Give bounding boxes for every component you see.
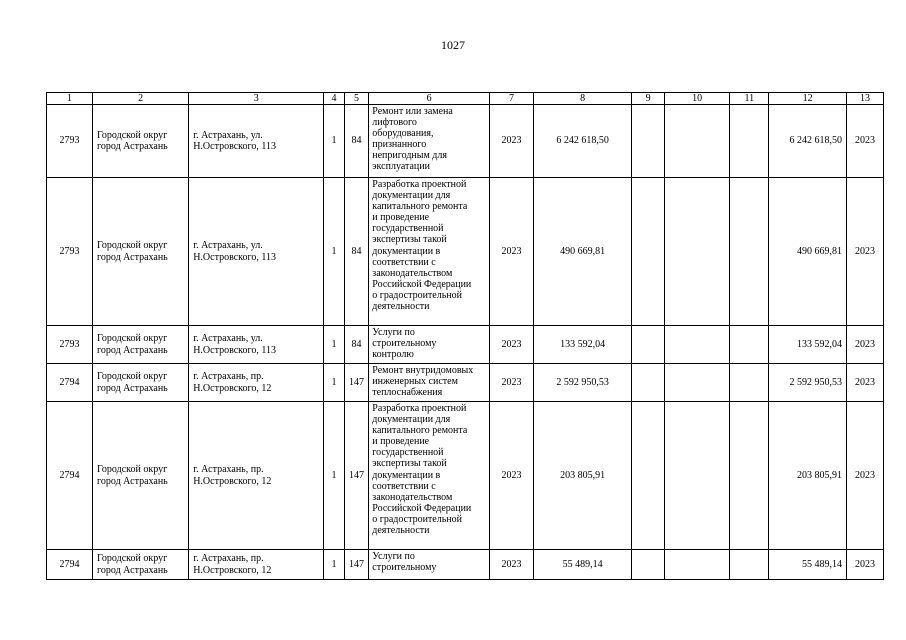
column-number: 11 [730, 93, 769, 105]
address-line: Н.Островского, 113 [193, 344, 277, 356]
total-cost-cell: 203 805,91 [769, 402, 847, 550]
empty-cell [730, 402, 769, 550]
total-cost-cell: 133 592,04 [769, 326, 847, 364]
quantity-cell: 147 [344, 364, 369, 402]
work-type-cell [369, 105, 490, 178]
address-line: г. Астрахань, ул. [193, 129, 263, 141]
municipality-line: Городской округ [97, 129, 168, 141]
address-line: г. Астрахань, пр. [193, 464, 264, 476]
municipality-line: Городской округ [97, 371, 168, 383]
column-number: 3 [189, 93, 324, 105]
work-type-line: документации для [372, 190, 451, 202]
cost-cell: 6 242 618,50 [533, 105, 631, 178]
column-number: 1 [47, 93, 93, 105]
municipality-cell [93, 178, 189, 326]
address-line: г. Астрахань, пр. [193, 553, 264, 565]
quantity-cell: 84 [344, 105, 369, 178]
work-type-line: Услуги по [372, 551, 415, 562]
table-container [46, 92, 884, 640]
work-type-line: инженерных систем [372, 376, 458, 388]
year-cell: 2023 [490, 178, 534, 326]
address-line: Н.Островского, 12 [193, 564, 272, 576]
column-number: 12 [769, 93, 847, 105]
municipality-line: город Астрахань [97, 382, 168, 394]
empty-cell [730, 326, 769, 364]
year-end-cell: 2023 [847, 402, 884, 550]
year-cell: 2023 [490, 364, 534, 402]
count-cell: 1 [324, 178, 344, 326]
empty-cell [632, 105, 665, 178]
work-type-line: документации в [372, 245, 441, 257]
municipality-cell [93, 105, 189, 178]
work-type-line: Разработка проектной [372, 403, 467, 414]
work-type-line: лифтового [372, 117, 417, 129]
work-type-line: контролю [372, 349, 414, 361]
empty-cell [664, 402, 729, 550]
empty-cell [664, 178, 729, 326]
work-type-line: экспертизы такой [372, 234, 447, 246]
table-row [47, 402, 884, 550]
work-type-line: теплоснабжения [372, 387, 443, 399]
row-number: 2793 [47, 326, 93, 364]
cost-cell: 490 669,81 [533, 178, 631, 326]
work-type-line: признанного [372, 139, 427, 151]
column-number: 10 [664, 93, 729, 105]
work-type-line: капитального ремонта [372, 425, 468, 437]
total-cost-cell: 55 489,14 [769, 550, 847, 580]
work-type-line: государственной [372, 223, 444, 235]
work-type-line: документации для [372, 414, 451, 426]
address-line: г. Астрахань, пр. [193, 371, 264, 383]
work-type-line: строительному [372, 338, 437, 350]
empty-cell [632, 178, 665, 326]
count-cell: 1 [324, 550, 344, 580]
year-cell: 2023 [490, 402, 534, 550]
table-row [47, 550, 884, 580]
column-number: 7 [490, 93, 534, 105]
municipality-cell [93, 364, 189, 402]
work-type-line: законодательством [372, 267, 453, 279]
address-line: Н.Островского, 113 [193, 251, 277, 263]
table-row [47, 105, 884, 178]
count-cell: 1 [324, 402, 344, 550]
work-type-line: Российской Федерации [372, 502, 472, 514]
municipality-cell [93, 326, 189, 364]
cost-cell: 203 805,91 [533, 402, 631, 550]
total-cost-cell: 6 242 618,50 [769, 105, 847, 178]
year-end-cell: 2023 [847, 178, 884, 326]
quantity-cell: 147 [344, 402, 369, 550]
municipality-line: город Астрахань [97, 251, 168, 263]
work-type-line: государственной [372, 447, 444, 459]
address-line: Н.Островского, 113 [193, 141, 277, 152]
work-type-line: деятельности [372, 525, 430, 537]
empty-cell [664, 550, 729, 580]
address-cell [189, 178, 324, 326]
work-type-line: строительному [372, 562, 437, 574]
work-type-line: законодательством [372, 491, 453, 503]
empty-cell [632, 364, 665, 402]
row-number: 2794 [47, 402, 93, 550]
row-number: 2794 [47, 364, 93, 402]
address-cell [189, 326, 324, 364]
column-number-row [47, 93, 884, 105]
empty-cell [632, 402, 665, 550]
work-type-line: и проведение [372, 212, 430, 224]
address-cell [189, 402, 324, 550]
work-type-line: экспертизы такой [372, 458, 447, 470]
municipality-line: Городской округ [97, 464, 168, 476]
year-cell: 2023 [490, 105, 534, 178]
work-type-line: о градостроительной [372, 289, 462, 301]
work-type-line: о градостроительной [372, 513, 462, 525]
year-end-cell: 2023 [847, 550, 884, 580]
year-cell: 2023 [490, 326, 534, 364]
address-line: Н.Островского, 12 [193, 382, 272, 394]
column-number: 8 [533, 93, 631, 105]
address-line: г. Астрахань, ул. [193, 333, 263, 345]
table-row [47, 364, 884, 402]
empty-cell [664, 105, 729, 178]
work-type-line: документации в [372, 469, 441, 481]
address-cell [189, 105, 324, 178]
quantity-cell: 84 [344, 326, 369, 364]
work-type-line: непригодным для [372, 150, 447, 162]
municipality-line: Городской округ [97, 240, 168, 252]
total-cost-cell: 490 669,81 [769, 178, 847, 326]
column-number: 5 [344, 93, 369, 105]
municipality-line: Городской округ [97, 553, 168, 565]
empty-cell [730, 178, 769, 326]
quantity-cell: 147 [344, 550, 369, 580]
row-number: 2794 [47, 550, 93, 580]
repair-program-table [46, 92, 884, 580]
work-type-line: соответствии с [372, 256, 436, 268]
year-end-cell: 2023 [847, 105, 884, 178]
year-end-cell: 2023 [847, 326, 884, 364]
municipality-line: город Астрахань [97, 344, 168, 356]
empty-cell [632, 550, 665, 580]
cost-cell: 2 592 950,53 [533, 364, 631, 402]
work-type-line: оборудования, [372, 128, 434, 140]
municipality-line: город Астрахань [97, 141, 168, 152]
work-type-line: Ремонт внутридомовых [372, 365, 474, 376]
column-number: 6 [369, 93, 490, 105]
work-type-line: Услуги по [372, 327, 415, 338]
address-line: Н.Островского, 12 [193, 475, 272, 487]
work-type-line: и проведение [372, 436, 430, 448]
cost-cell: 55 489,14 [533, 550, 631, 580]
work-type-line: деятельности [372, 301, 430, 313]
work-type-line: эксплуатации [372, 161, 430, 173]
count-cell: 1 [324, 364, 344, 402]
empty-cell [730, 364, 769, 402]
municipality-line: город Астрахань [97, 564, 168, 576]
work-type-line: Разработка проектной [372, 179, 467, 190]
column-number: 13 [847, 93, 884, 105]
table-row [47, 326, 884, 364]
work-type-line: Российской Федерации [372, 278, 472, 290]
year-cell: 2023 [490, 550, 534, 580]
municipality-line: город Астрахань [97, 475, 168, 487]
year-end-cell: 2023 [847, 364, 884, 402]
total-cost-cell: 2 592 950,53 [769, 364, 847, 402]
empty-cell [632, 326, 665, 364]
table-body [47, 105, 884, 580]
work-type-line: Ремонт или замена [372, 106, 453, 117]
work-type-line: соответствии с [372, 480, 436, 492]
work-type-cell [369, 550, 490, 580]
page-number: 1027 [441, 38, 465, 52]
work-type-cell [369, 364, 490, 402]
address-cell [189, 550, 324, 580]
work-type-cell [369, 178, 490, 326]
work-type-line: капитального ремонта [372, 201, 468, 213]
municipality-cell [93, 550, 189, 580]
table-row [47, 178, 884, 326]
quantity-cell: 84 [344, 178, 369, 326]
cost-cell: 133 592,04 [533, 326, 631, 364]
empty-cell [664, 326, 729, 364]
address-line: г. Астрахань, ул. [193, 240, 263, 252]
empty-cell [730, 105, 769, 178]
municipality-cell [93, 402, 189, 550]
work-type-cell [369, 402, 490, 550]
row-number: 2793 [47, 178, 93, 326]
row-number: 2793 [47, 105, 93, 178]
column-number: 2 [93, 93, 189, 105]
empty-cell [664, 364, 729, 402]
count-cell: 1 [324, 105, 344, 178]
municipality-line: Городской округ [97, 333, 168, 345]
empty-cell [730, 550, 769, 580]
column-number: 4 [324, 93, 344, 105]
column-number: 9 [632, 93, 665, 105]
count-cell: 1 [324, 326, 344, 364]
work-type-cell [369, 326, 490, 364]
address-cell [189, 364, 324, 402]
